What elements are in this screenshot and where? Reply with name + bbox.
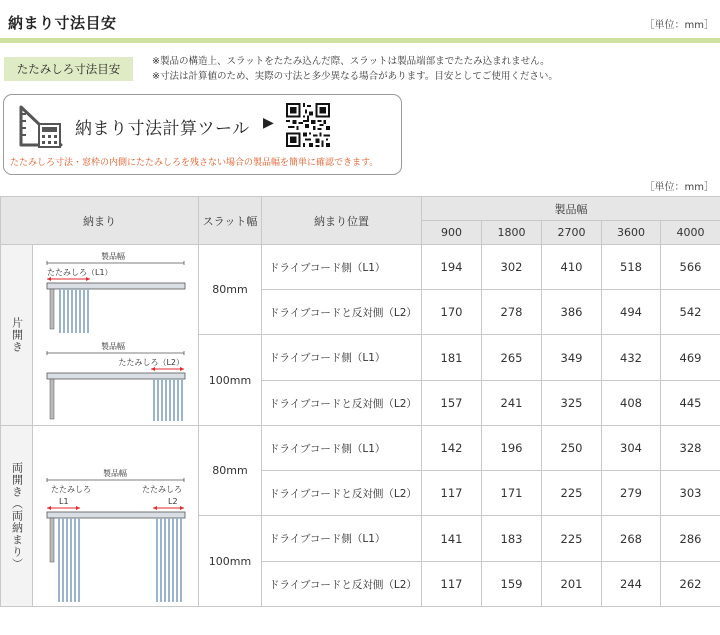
tatami-l1-label: たたみしろ（L1） <box>47 268 113 277</box>
slat-width-cell: 80mm <box>199 245 262 335</box>
value-cell: 194 <box>422 245 482 290</box>
value-cell: 170 <box>422 290 482 335</box>
value-cell: 328 <box>661 426 720 471</box>
notes <box>152 54 558 84</box>
position-cell: ドライブコード側（L1） <box>262 245 422 290</box>
value-cell: 494 <box>602 290 661 335</box>
position-cell: ドライブコード側（L1） <box>262 426 422 471</box>
value-cell: 201 <box>542 562 602 607</box>
value-cell: 265 <box>482 335 542 381</box>
value-cell: 566 <box>661 245 720 290</box>
value-cell: 171 <box>482 471 542 516</box>
position-cell: ドライブコードと反対側（L2） <box>262 562 422 607</box>
value-cell: 408 <box>602 381 661 426</box>
header-width-2700: 2700 <box>542 221 602 245</box>
tool-description: たたみしろ寸法・窓枠の内側にたたみしろを残さない場合の製品幅を簡単に確認できます。 <box>10 158 379 168</box>
position-cell: ドライブコード側（L1） <box>262 335 422 381</box>
value-cell: 117 <box>422 562 482 607</box>
header-slat-width: スラット幅 <box>199 197 262 245</box>
value-cell: 304 <box>602 426 661 471</box>
value-cell: 279 <box>602 471 661 516</box>
value-cell: 518 <box>602 245 661 290</box>
slat-width-cell: 80mm <box>199 426 262 516</box>
dimension-table <box>0 196 720 607</box>
value-cell: 183 <box>482 516 542 562</box>
product-width-label: 製品幅 <box>101 252 125 261</box>
value-cell: 286 <box>661 516 720 562</box>
value-cell: 244 <box>602 562 661 607</box>
tatami-label: たたみしろ <box>142 485 182 494</box>
note-line: ※製品の構造上、スラットをたたみ込んだ際、スラットは製品端部までたたみ込まれません。 <box>152 56 550 67</box>
header-width-900: 900 <box>422 221 482 245</box>
single-open-diagram <box>33 245 199 425</box>
value-cell: 410 <box>542 245 602 290</box>
product-width-label: 製品幅 <box>103 469 127 478</box>
position-cell: ドライブコードと反対側（L2） <box>262 290 422 335</box>
header-product-width: 製品幅 <box>422 197 720 221</box>
value-cell: 225 <box>542 471 602 516</box>
diagram-single-open <box>33 245 199 426</box>
header-position: 納まり位置 <box>262 197 422 245</box>
value-cell: 141 <box>422 516 482 562</box>
slat-width-cell: 100mm <box>199 335 262 426</box>
category-double-open: 両開き（両納まり） <box>1 426 33 607</box>
value-cell: 142 <box>422 426 482 471</box>
page-title: 納まり寸法目安 <box>8 14 117 32</box>
value-cell: 432 <box>602 335 661 381</box>
l2-label: L2 <box>168 497 178 506</box>
product-width-label: 製品幅 <box>101 342 125 351</box>
value-cell: 469 <box>661 335 720 381</box>
value-cell: 157 <box>422 381 482 426</box>
value-cell: 159 <box>482 562 542 607</box>
value-cell: 278 <box>482 290 542 335</box>
value-cell: 386 <box>542 290 602 335</box>
calculator-tool-banner[interactable] <box>3 94 402 175</box>
value-cell: 250 <box>542 426 602 471</box>
value-cell: 349 <box>542 335 602 381</box>
double-open-diagram <box>33 426 199 606</box>
diagram-double-open <box>33 426 199 607</box>
position-cell: ドライブコードと反対側（L2） <box>262 381 422 426</box>
value-cell: 268 <box>602 516 661 562</box>
arrow-right-icon: ▶ <box>263 115 274 131</box>
value-cell: 302 <box>482 245 542 290</box>
tatami-l2-label: たたみしろ（L2） <box>118 358 184 367</box>
calculator-ruler-icon <box>18 104 64 148</box>
tool-title[interactable]: 納まり寸法計算ツール <box>75 119 250 139</box>
value-cell: 303 <box>661 471 720 516</box>
header-width-4000: 4000 <box>661 221 720 245</box>
slat-width-cell: 100mm <box>199 516 262 607</box>
value-cell: 262 <box>661 562 720 607</box>
tatami-label: たたみしろ <box>51 485 91 494</box>
value-cell: 445 <box>661 381 720 426</box>
l1-label: L1 <box>59 497 69 506</box>
position-cell: ドライブコードと反対側（L2） <box>262 471 422 516</box>
value-cell: 542 <box>661 290 720 335</box>
value-cell: 241 <box>482 381 542 426</box>
value-cell: 196 <box>482 426 542 471</box>
position-cell: ドライブコード側（L1） <box>262 516 422 562</box>
value-cell: 225 <box>542 516 602 562</box>
note-line: ※寸法は計算値のため、実際の寸法と多少異なる場合があります。目安としてご使用ください。 <box>152 71 558 82</box>
value-cell: 181 <box>422 335 482 381</box>
qr-code-icon[interactable] <box>286 103 330 147</box>
header-width-3600: 3600 <box>602 221 661 245</box>
table-unit-label: ［単位：mm］ <box>644 182 714 193</box>
value-cell: 117 <box>422 471 482 516</box>
section-badge: たたみしろ寸法目安 <box>4 57 133 81</box>
header-osamari: 納まり <box>1 197 199 245</box>
title-divider <box>0 38 720 43</box>
value-cell: 325 <box>542 381 602 426</box>
header-width-1800: 1800 <box>482 221 542 245</box>
category-single-open: 片開き <box>1 245 33 426</box>
unit-label: ［単位：mm］ <box>644 20 714 31</box>
